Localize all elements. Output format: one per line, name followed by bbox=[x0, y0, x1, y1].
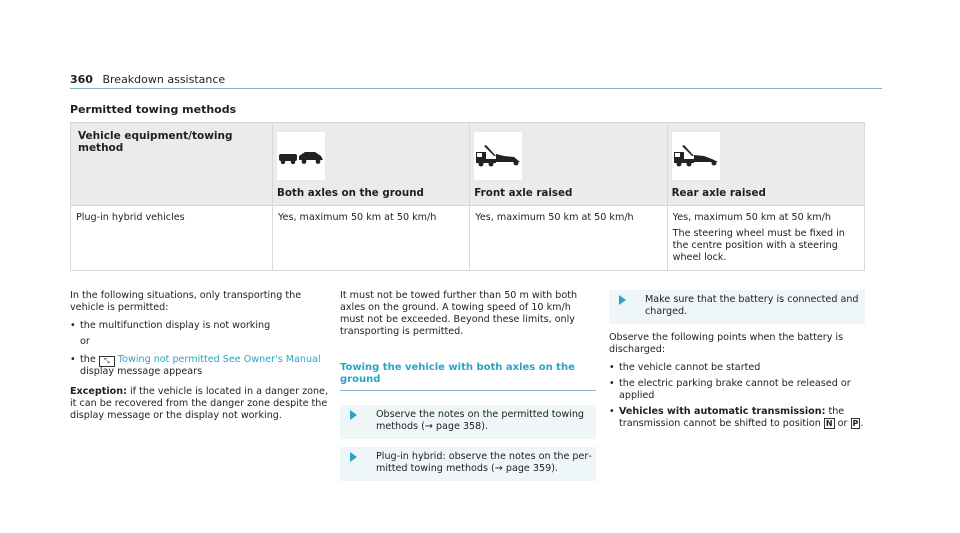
table-cell-vehicle: Plug-in hybrid vehicles bbox=[71, 206, 273, 271]
intro-text: In the following situations, only transporting the vehicle is permitted: bbox=[70, 290, 302, 313]
step-text: Observe the notes on the permitted towing methods (→ page 358). bbox=[376, 409, 585, 432]
tow-truck-front-raised-icon bbox=[474, 132, 522, 180]
bullet-text: display message appears bbox=[80, 366, 203, 377]
column-1 bbox=[70, 290, 328, 428]
observe-text: Observe the following points when the battery is discharged: bbox=[609, 332, 844, 355]
period: . bbox=[860, 418, 864, 429]
cell-note: The steering wheel must be fixed in the centre position with a steering wheel lock. bbox=[672, 228, 845, 263]
column-label: Front axle raised bbox=[474, 187, 573, 199]
section-title: Permitted towing methods bbox=[70, 103, 237, 116]
cell-text: Yes, maximum 50 km at 50 km/h bbox=[672, 212, 831, 223]
subheading: Towing the vehicle with both axles on the ground bbox=[340, 362, 596, 391]
display-message-icon: ⤡ bbox=[99, 356, 115, 367]
table-cell: Yes, maximum 50 km at 50 km/h bbox=[470, 206, 667, 271]
list-item bbox=[609, 406, 865, 430]
gear-p-key: P bbox=[852, 419, 859, 428]
bullet-text: the vehicle cannot be started bbox=[619, 362, 761, 373]
or-text: or bbox=[837, 418, 848, 429]
header-divider bbox=[70, 88, 882, 89]
bullet-text: the electric parking brake cannot be released or applied bbox=[619, 378, 851, 401]
display-message-link[interactable]: Towing not permitted See Owner's Manual bbox=[117, 354, 321, 365]
step-arrow-icon bbox=[350, 410, 357, 420]
table-cell: Yes, maximum 50 km at 50 km/h bbox=[272, 206, 469, 271]
bullet-text: the bbox=[80, 354, 96, 365]
table-head-label: Vehicle equipment/towing method bbox=[78, 130, 233, 154]
exception-paragraph bbox=[70, 386, 328, 422]
column-both-axles bbox=[272, 123, 469, 206]
page-header bbox=[70, 73, 225, 86]
column-label: Rear axle raised bbox=[671, 187, 766, 199]
bullet-text: the transmission cannot be shifted to position bbox=[619, 406, 845, 429]
step-arrow-icon bbox=[350, 452, 357, 462]
column-label: Both axles on the ground bbox=[276, 187, 424, 199]
table-row bbox=[71, 206, 865, 271]
table-head-cell bbox=[71, 123, 273, 206]
column-2 bbox=[340, 290, 596, 489]
exception-text: if the vehicle is located in a danger zone, it can be recovered from the danger zone despite the display message or the display not working. bbox=[70, 386, 329, 421]
list-item bbox=[70, 354, 328, 378]
page-number: 360 bbox=[70, 73, 93, 86]
limit-paragraph: It must not be towed further than 50 m with both axles on the ground. A towing speed of 10 km/h must not be exceeded. Beyond these limits, only transporting is permitted. bbox=[340, 290, 578, 337]
list-item bbox=[609, 362, 865, 374]
table-header-row bbox=[71, 123, 865, 206]
exception-label: Exception: bbox=[70, 386, 127, 397]
bullet-text: the multifunction display is not working bbox=[80, 320, 271, 331]
column-3 bbox=[609, 290, 865, 434]
column-front-raised bbox=[470, 123, 667, 206]
bullet-label: Vehicles with automatic transmission: bbox=[619, 406, 826, 417]
instruction-step bbox=[340, 447, 596, 481]
column-rear-raised bbox=[667, 123, 864, 206]
header-title: Breakdown assistance bbox=[102, 73, 226, 86]
list-item bbox=[70, 320, 328, 332]
car-on-ground-icon bbox=[277, 132, 325, 180]
instruction-step bbox=[340, 405, 596, 439]
towing-methods-table bbox=[70, 122, 865, 271]
tow-truck-rear-raised-icon bbox=[672, 132, 720, 180]
step-text: Make sure that the battery is connected and charged. bbox=[645, 294, 859, 317]
or-text: or bbox=[80, 336, 90, 347]
gear-n-key: N bbox=[825, 419, 833, 428]
step-text: Plug-in hybrid: observe the notes on the permitted towing methods (→ page 359). bbox=[376, 451, 592, 474]
step-arrow-icon bbox=[619, 295, 626, 305]
instruction-step bbox=[609, 290, 865, 324]
list-item bbox=[609, 378, 865, 402]
table-cell bbox=[667, 206, 864, 271]
